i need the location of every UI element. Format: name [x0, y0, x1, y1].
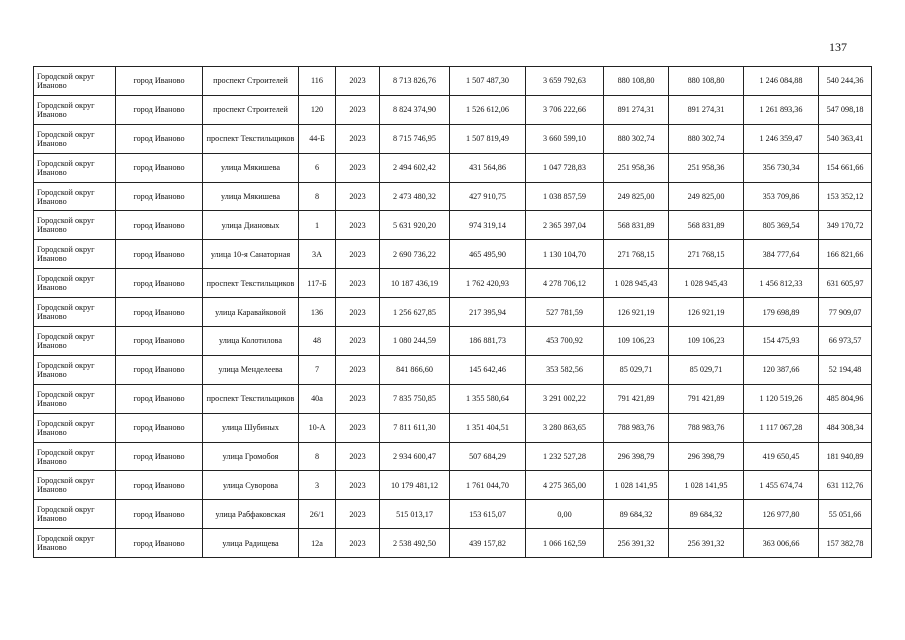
- amount-3-cell: 527 781,59: [526, 298, 604, 327]
- amount-7-cell: 547 098,18: [819, 95, 872, 124]
- settlement-cell: город Иваново: [116, 211, 203, 240]
- amount-5-cell: 788 983,76: [669, 413, 744, 442]
- amount-2-cell: 1 351 404,51: [450, 413, 526, 442]
- amount-6-cell: 1 117 067,28: [744, 413, 819, 442]
- total-cost-cell: 2 494 602,42: [380, 153, 450, 182]
- settlement-cell: город Иваново: [116, 327, 203, 356]
- table-row: [34, 384, 872, 413]
- amount-3-cell: 353 582,56: [526, 355, 604, 384]
- street-cell: улица Колотилова: [203, 327, 299, 356]
- street-cell: проспект Текстильщиков: [203, 384, 299, 413]
- settlement-cell: город Иваново: [116, 413, 203, 442]
- amount-5-cell: 249 825,00: [669, 182, 744, 211]
- amount-2-cell: 431 564,86: [450, 153, 526, 182]
- total-cost-cell: 1 256 627,85: [380, 298, 450, 327]
- street-cell: улица Рабфаковская: [203, 500, 299, 529]
- amount-5-cell: 1 028 945,43: [669, 269, 744, 298]
- amount-3-cell: 3 706 222,66: [526, 95, 604, 124]
- amount-2-cell: 507 684,29: [450, 442, 526, 471]
- amount-7-cell: 52 194,48: [819, 355, 872, 384]
- total-cost-cell: 2 538 492,50: [380, 529, 450, 558]
- year-cell: 2023: [336, 413, 380, 442]
- municipality-cell: Городской округ Иваново: [34, 355, 116, 384]
- total-cost-cell: 2 934 600,47: [380, 442, 450, 471]
- year-cell: 2023: [336, 471, 380, 500]
- settlement-cell: город Иваново: [116, 298, 203, 327]
- year-cell: 2023: [336, 153, 380, 182]
- year-cell: 2023: [336, 95, 380, 124]
- street-cell: улица 10-я Санаторная: [203, 240, 299, 269]
- municipality-cell: Городской округ Иваново: [34, 67, 116, 96]
- amount-5-cell: 791 421,89: [669, 384, 744, 413]
- amount-4-cell: 296 398,79: [604, 442, 669, 471]
- amount-2-cell: 1 507 819,49: [450, 124, 526, 153]
- amount-7-cell: 153 352,12: [819, 182, 872, 211]
- house-number-cell: 117-Б: [299, 269, 336, 298]
- amount-4-cell: 271 768,15: [604, 240, 669, 269]
- amount-7-cell: 166 821,66: [819, 240, 872, 269]
- municipality-cell: Городской округ Иваново: [34, 182, 116, 211]
- amount-7-cell: 484 308,34: [819, 413, 872, 442]
- amount-2-cell: 974 319,14: [450, 211, 526, 240]
- street-cell: проспект Строителей: [203, 95, 299, 124]
- amount-6-cell: 1 455 674,74: [744, 471, 819, 500]
- total-cost-cell: 7 811 611,30: [380, 413, 450, 442]
- amount-5-cell: 126 921,19: [669, 298, 744, 327]
- amount-4-cell: 251 958,36: [604, 153, 669, 182]
- settlement-cell: город Иваново: [116, 95, 203, 124]
- amount-4-cell: 791 421,89: [604, 384, 669, 413]
- total-cost-cell: 7 835 750,85: [380, 384, 450, 413]
- page-number: 137: [829, 40, 847, 54]
- amount-3-cell: 1 232 527,28: [526, 442, 604, 471]
- house-number-cell: 6: [299, 153, 336, 182]
- amount-3-cell: 2 365 397,04: [526, 211, 604, 240]
- settlement-cell: город Иваново: [116, 269, 203, 298]
- table-row: [34, 95, 872, 124]
- house-number-cell: 8: [299, 442, 336, 471]
- municipality-cell: Городской округ Иваново: [34, 413, 116, 442]
- amount-6-cell: 1 246 084,88: [744, 67, 819, 96]
- house-number-cell: 8: [299, 182, 336, 211]
- house-number-cell: 3: [299, 471, 336, 500]
- street-cell: улица Громобоя: [203, 442, 299, 471]
- amount-2-cell: 1 507 487,30: [450, 67, 526, 96]
- amount-2-cell: 186 881,73: [450, 327, 526, 356]
- municipality-cell: Городской округ Иваново: [34, 442, 116, 471]
- street-cell: улица Каравайковой: [203, 298, 299, 327]
- total-cost-cell: 1 080 244,59: [380, 327, 450, 356]
- amount-4-cell: 568 831,89: [604, 211, 669, 240]
- municipality-cell: Городской округ Иваново: [34, 240, 116, 269]
- year-cell: 2023: [336, 67, 380, 96]
- amount-2-cell: 1 762 420,93: [450, 269, 526, 298]
- amount-3-cell: 0,00: [526, 500, 604, 529]
- amount-5-cell: 880 108,80: [669, 67, 744, 96]
- year-cell: 2023: [336, 529, 380, 558]
- amount-5-cell: 880 302,74: [669, 124, 744, 153]
- total-cost-cell: 8 824 374,90: [380, 95, 450, 124]
- amount-7-cell: 540 244,36: [819, 67, 872, 96]
- amount-2-cell: 439 157,82: [450, 529, 526, 558]
- amount-2-cell: 427 910,75: [450, 182, 526, 211]
- amount-3-cell: 3 660 599,10: [526, 124, 604, 153]
- municipality-cell: Городской округ Иваново: [34, 211, 116, 240]
- settlement-cell: город Иваново: [116, 471, 203, 500]
- table-row: [34, 355, 872, 384]
- house-number-cell: 3А: [299, 240, 336, 269]
- amount-3-cell: 1 066 162,59: [526, 529, 604, 558]
- municipality-cell: Городской округ Иваново: [34, 471, 116, 500]
- total-cost-cell: 10 179 481,12: [380, 471, 450, 500]
- total-cost-cell: 2 473 480,32: [380, 182, 450, 211]
- amount-4-cell: 109 106,23: [604, 327, 669, 356]
- table-body: [34, 67, 872, 558]
- amount-4-cell: 126 921,19: [604, 298, 669, 327]
- year-cell: 2023: [336, 182, 380, 211]
- amount-4-cell: 891 274,31: [604, 95, 669, 124]
- amount-6-cell: 1 261 893,36: [744, 95, 819, 124]
- table-row: [34, 442, 872, 471]
- house-number-cell: 26/1: [299, 500, 336, 529]
- amount-4-cell: 880 108,80: [604, 67, 669, 96]
- year-cell: 2023: [336, 211, 380, 240]
- house-number-cell: 10-А: [299, 413, 336, 442]
- municipality-cell: Городской округ Иваново: [34, 124, 116, 153]
- amount-4-cell: 1 028 141,95: [604, 471, 669, 500]
- street-cell: улица Шубиных: [203, 413, 299, 442]
- settlement-cell: город Иваново: [116, 442, 203, 471]
- amount-6-cell: 805 369,54: [744, 211, 819, 240]
- settlement-cell: город Иваново: [116, 384, 203, 413]
- municipality-cell: Городской округ Иваново: [34, 384, 116, 413]
- amount-5-cell: 251 958,36: [669, 153, 744, 182]
- year-cell: 2023: [336, 442, 380, 471]
- amount-3-cell: 453 700,92: [526, 327, 604, 356]
- amount-6-cell: 353 709,86: [744, 182, 819, 211]
- amount-5-cell: 85 029,71: [669, 355, 744, 384]
- amount-6-cell: 356 730,34: [744, 153, 819, 182]
- amount-5-cell: 1 028 141,95: [669, 471, 744, 500]
- amount-2-cell: 145 642,46: [450, 355, 526, 384]
- house-number-cell: 120: [299, 95, 336, 124]
- year-cell: 2023: [336, 384, 380, 413]
- house-number-cell: 44-Б: [299, 124, 336, 153]
- amount-6-cell: 419 650,45: [744, 442, 819, 471]
- amount-6-cell: 1 456 812,33: [744, 269, 819, 298]
- municipality-cell: Городской округ Иваново: [34, 500, 116, 529]
- amount-7-cell: 349 170,72: [819, 211, 872, 240]
- total-cost-cell: 2 690 736,22: [380, 240, 450, 269]
- total-cost-cell: 515 013,17: [380, 500, 450, 529]
- amount-7-cell: 77 909,07: [819, 298, 872, 327]
- amount-7-cell: 485 804,96: [819, 384, 872, 413]
- amount-5-cell: 89 684,32: [669, 500, 744, 529]
- table-row: [34, 471, 872, 500]
- year-cell: 2023: [336, 327, 380, 356]
- amount-4-cell: 1 028 945,43: [604, 269, 669, 298]
- amount-6-cell: 126 977,80: [744, 500, 819, 529]
- amount-4-cell: 249 825,00: [604, 182, 669, 211]
- amount-3-cell: 1 038 857,59: [526, 182, 604, 211]
- data-table: [33, 66, 872, 558]
- amount-6-cell: 179 698,89: [744, 298, 819, 327]
- street-cell: улица Менделеева: [203, 355, 299, 384]
- total-cost-cell: 10 187 436,19: [380, 269, 450, 298]
- street-cell: улица Мякишева: [203, 182, 299, 211]
- amount-7-cell: 66 973,57: [819, 327, 872, 356]
- amount-6-cell: 363 006,66: [744, 529, 819, 558]
- amount-3-cell: 3 291 002,22: [526, 384, 604, 413]
- settlement-cell: город Иваново: [116, 182, 203, 211]
- amount-4-cell: 880 302,74: [604, 124, 669, 153]
- year-cell: 2023: [336, 124, 380, 153]
- table-row: [34, 182, 872, 211]
- amount-3-cell: 3 659 792,63: [526, 67, 604, 96]
- year-cell: 2023: [336, 500, 380, 529]
- amount-4-cell: 89 684,32: [604, 500, 669, 529]
- house-number-cell: 1: [299, 211, 336, 240]
- table-row: [34, 211, 872, 240]
- amount-3-cell: 1 130 104,70: [526, 240, 604, 269]
- settlement-cell: город Иваново: [116, 67, 203, 96]
- amount-3-cell: 1 047 728,83: [526, 153, 604, 182]
- table-row: [34, 269, 872, 298]
- settlement-cell: город Иваново: [116, 240, 203, 269]
- amount-2-cell: 1 526 612,06: [450, 95, 526, 124]
- amount-6-cell: 1 246 359,47: [744, 124, 819, 153]
- year-cell: 2023: [336, 355, 380, 384]
- year-cell: 2023: [336, 269, 380, 298]
- street-cell: проспект Строителей: [203, 67, 299, 96]
- settlement-cell: город Иваново: [116, 124, 203, 153]
- municipality-cell: Городской округ Иваново: [34, 95, 116, 124]
- table-row: [34, 529, 872, 558]
- street-cell: проспект Текстильщиков: [203, 124, 299, 153]
- amount-2-cell: 217 395,94: [450, 298, 526, 327]
- amount-3-cell: 3 280 863,65: [526, 413, 604, 442]
- amount-6-cell: 384 777,64: [744, 240, 819, 269]
- street-cell: улица Мякишева: [203, 153, 299, 182]
- settlement-cell: город Иваново: [116, 500, 203, 529]
- amount-2-cell: 1 761 044,70: [450, 471, 526, 500]
- table-row: [34, 413, 872, 442]
- amount-7-cell: 631 605,97: [819, 269, 872, 298]
- amount-4-cell: 256 391,32: [604, 529, 669, 558]
- municipality-cell: Городской округ Иваново: [34, 529, 116, 558]
- year-cell: 2023: [336, 240, 380, 269]
- amount-7-cell: 154 661,66: [819, 153, 872, 182]
- amount-3-cell: 4 278 706,12: [526, 269, 604, 298]
- amount-7-cell: 181 940,89: [819, 442, 872, 471]
- amount-7-cell: 540 363,41: [819, 124, 872, 153]
- house-number-cell: 40а: [299, 384, 336, 413]
- table-row: [34, 124, 872, 153]
- table-row: [34, 298, 872, 327]
- amount-5-cell: 109 106,23: [669, 327, 744, 356]
- amount-5-cell: 568 831,89: [669, 211, 744, 240]
- amount-6-cell: 1 120 519,26: [744, 384, 819, 413]
- amount-2-cell: 465 495,90: [450, 240, 526, 269]
- amount-5-cell: 256 391,32: [669, 529, 744, 558]
- amount-5-cell: 891 274,31: [669, 95, 744, 124]
- amount-5-cell: 271 768,15: [669, 240, 744, 269]
- street-cell: улица Диановых: [203, 211, 299, 240]
- house-number-cell: 48: [299, 327, 336, 356]
- settlement-cell: город Иваново: [116, 529, 203, 558]
- settlement-cell: город Иваново: [116, 355, 203, 384]
- total-cost-cell: 8 715 746,95: [380, 124, 450, 153]
- table-row: [34, 327, 872, 356]
- amount-7-cell: 157 382,78: [819, 529, 872, 558]
- municipality-cell: Городской округ Иваново: [34, 327, 116, 356]
- house-number-cell: 12а: [299, 529, 336, 558]
- amount-6-cell: 120 387,66: [744, 355, 819, 384]
- total-cost-cell: 841 866,60: [380, 355, 450, 384]
- municipality-cell: Городской округ Иваново: [34, 269, 116, 298]
- amount-4-cell: 788 983,76: [604, 413, 669, 442]
- house-number-cell: 116: [299, 67, 336, 96]
- amount-2-cell: 153 615,07: [450, 500, 526, 529]
- table-row: [34, 153, 872, 182]
- house-number-cell: 7: [299, 355, 336, 384]
- amount-5-cell: 296 398,79: [669, 442, 744, 471]
- street-cell: улица Радищева: [203, 529, 299, 558]
- municipality-cell: Городской округ Иваново: [34, 298, 116, 327]
- table-row: [34, 67, 872, 96]
- amount-3-cell: 4 275 365,00: [526, 471, 604, 500]
- table-row: [34, 500, 872, 529]
- amount-4-cell: 85 029,71: [604, 355, 669, 384]
- municipality-cell: Городской округ Иваново: [34, 153, 116, 182]
- table-row: [34, 240, 872, 269]
- house-number-cell: 136: [299, 298, 336, 327]
- amount-2-cell: 1 355 580,64: [450, 384, 526, 413]
- street-cell: проспект Текстильщиков: [203, 269, 299, 298]
- street-cell: улица Суворова: [203, 471, 299, 500]
- amount-6-cell: 154 475,93: [744, 327, 819, 356]
- amount-7-cell: 631 112,76: [819, 471, 872, 500]
- amount-7-cell: 55 051,66: [819, 500, 872, 529]
- total-cost-cell: 8 713 826,76: [380, 67, 450, 96]
- total-cost-cell: 5 631 920,20: [380, 211, 450, 240]
- year-cell: 2023: [336, 298, 380, 327]
- settlement-cell: город Иваново: [116, 153, 203, 182]
